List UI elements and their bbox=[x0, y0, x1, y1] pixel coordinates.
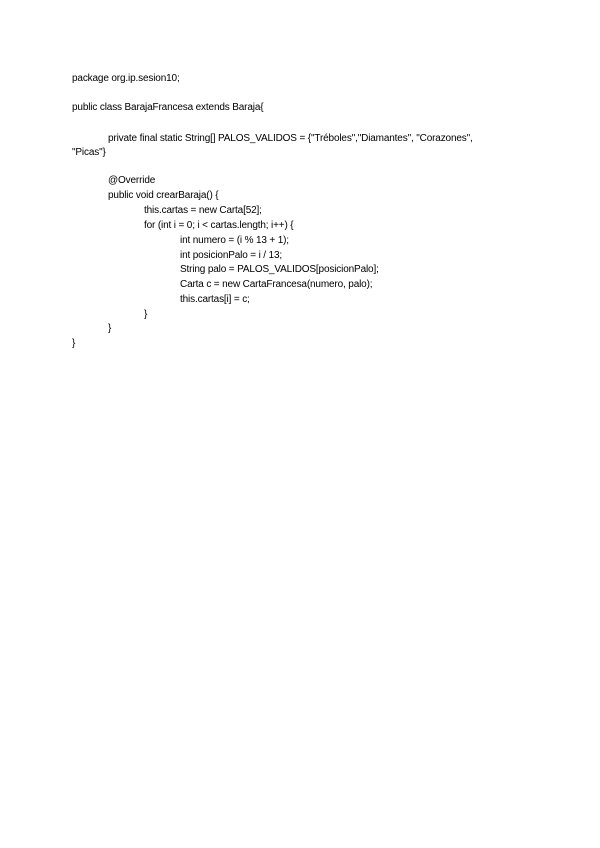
posicion-palo-assignment: int posicionPalo = i / 13; bbox=[180, 250, 282, 261]
for-loop-close-brace: } bbox=[144, 309, 148, 320]
palo-assignment: String palo = PALOS_VALIDOS[posicionPalo]; bbox=[180, 264, 379, 275]
carta-creation: Carta c = new CartaFrancesa(numero, palo); bbox=[180, 279, 373, 290]
field-declaration-continuation: "Picas"} bbox=[72, 147, 106, 158]
cartas-array-assignment: this.cartas[i] = c; bbox=[180, 294, 250, 305]
method-signature: public void crearBaraja() { bbox=[108, 190, 219, 201]
field-declaration: private final static String[] PALOS_VALIDOS = {"Tréboles","Diamantes", "Corazones", bbox=[108, 133, 473, 144]
numero-assignment: int numero = (i % 13 + 1); bbox=[180, 235, 289, 246]
for-loop-header: for (int i = 0; i < cartas.length; i++) { bbox=[144, 220, 294, 231]
package-declaration: package org.ip.sesion10; bbox=[72, 73, 180, 84]
class-close-brace: } bbox=[72, 338, 76, 349]
method-close-brace: } bbox=[108, 323, 112, 334]
array-initialization: this.cartas = new Carta[52]; bbox=[144, 205, 262, 216]
override-annotation: @Override bbox=[108, 175, 156, 186]
class-declaration: public class BarajaFrancesa extends Baraja{ bbox=[72, 102, 264, 113]
